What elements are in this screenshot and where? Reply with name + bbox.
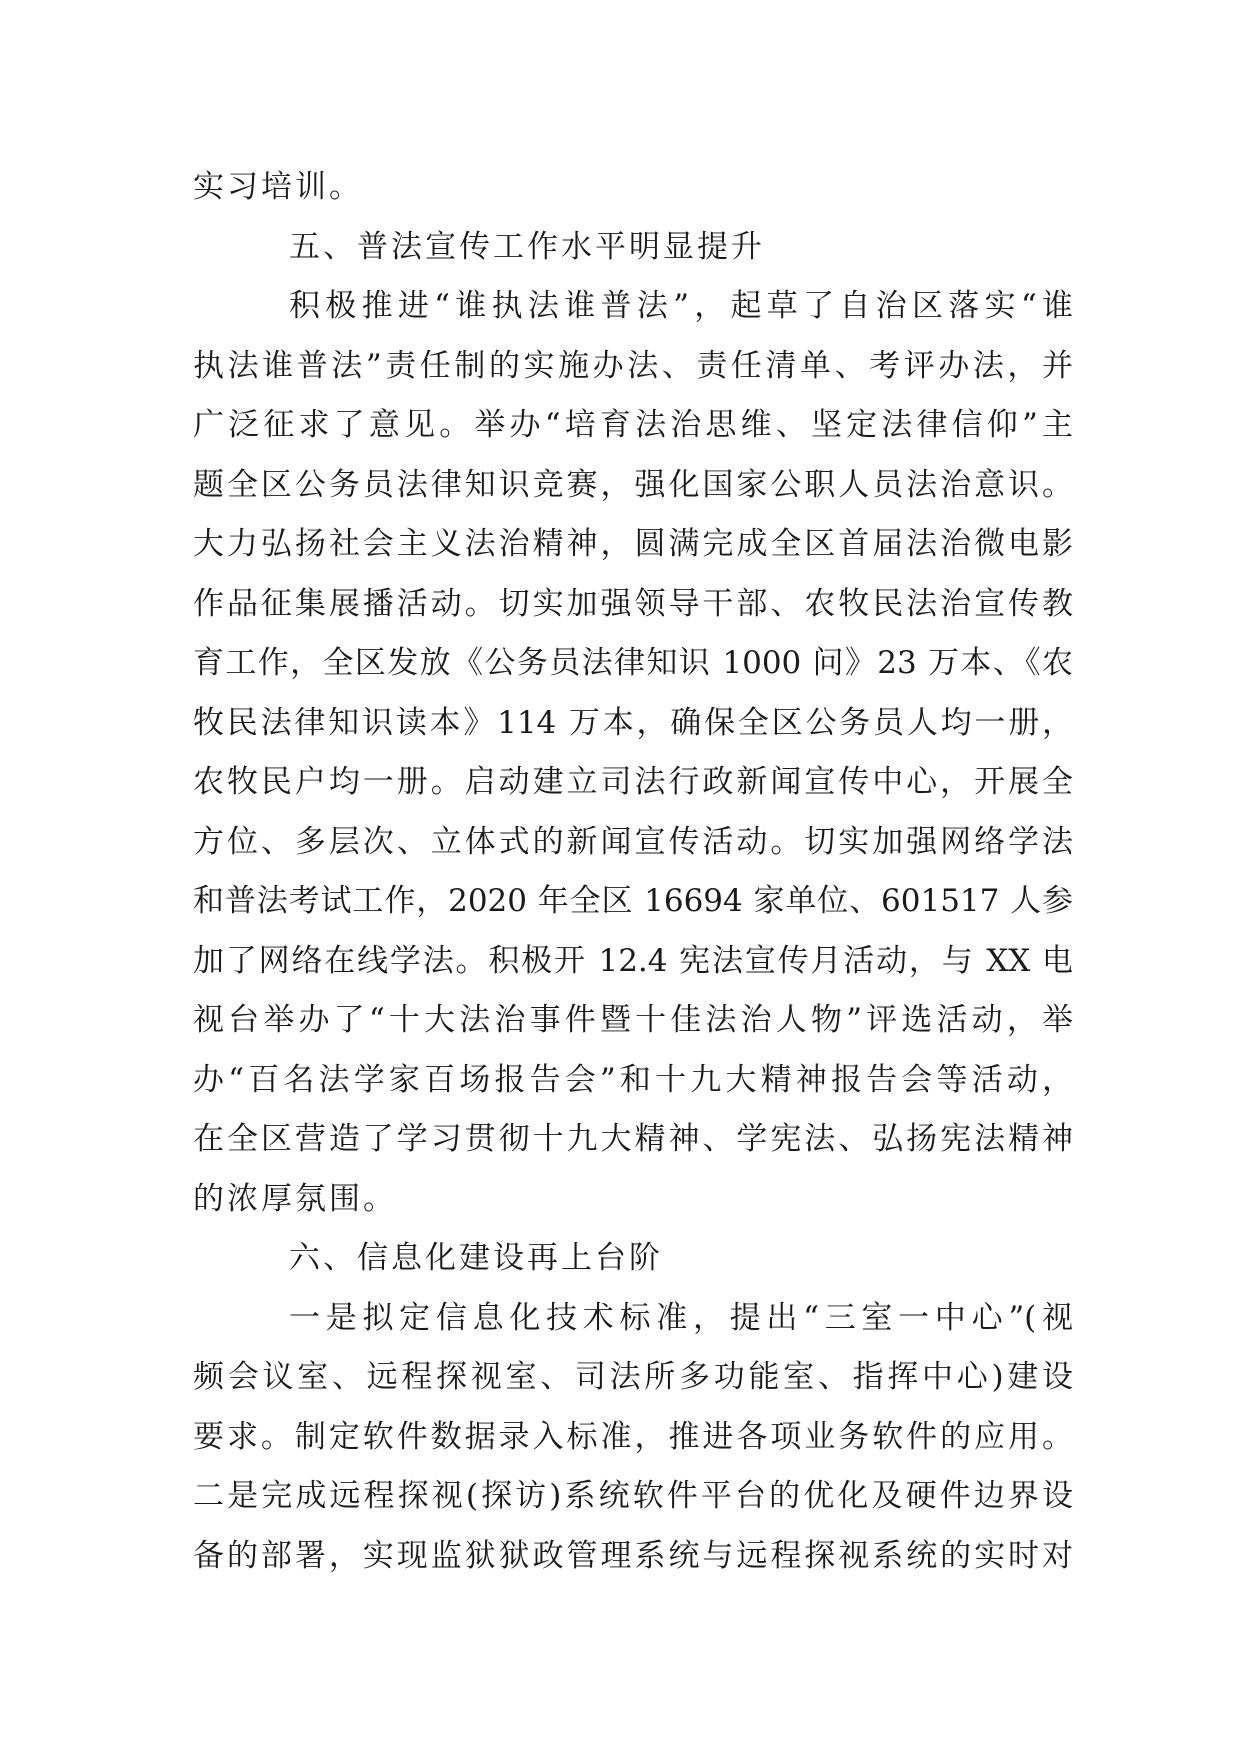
text-line: 加了网络在线学法。积极开 12.4 宪法宣传月活动，与 XX 电 xyxy=(193,942,1073,979)
text-line: 备的部署，实现监狱狱政管理系统与远程探视系统的实时对 xyxy=(193,1537,1073,1574)
text-line: 方位、多层次、立体式的新闻宣传活动。切实加强网络学法 xyxy=(193,823,1073,860)
text-line: 大力弘扬社会主义法治精神，圆满完成全区首届法治微电影 xyxy=(193,526,1073,562)
text-line: 办“百名法学家百场报告会”和十九大精神报告会等活动， xyxy=(193,1061,1073,1098)
text-line: 五、普法宣传工作水平明显提升 xyxy=(289,228,765,265)
text-line: 一是拟定信息化技术标准，提出“三室一中心”(视 xyxy=(289,1299,1073,1336)
text-line: 频会议室、远程探视室、司法所多功能室、指挥中心)建设 xyxy=(193,1359,1073,1395)
text-line: 六、信息化建设再上台阶 xyxy=(289,1240,663,1276)
text-line: 要求。制定软件数据录入标准，推进各项业务软件的应用。 xyxy=(193,1418,1073,1455)
text-line: 作品征集展播活动。切实加强领导干部、农牧民法治宣传教 xyxy=(193,585,1073,622)
text-line: 农牧民户均一册。启动建立司法行政新闻宣传中心，开展全 xyxy=(193,764,1073,800)
text-line: 积极推进“谁执法谁普法”，起草了自治区落实“谁 xyxy=(289,288,1073,324)
text-line: 在全区营造了学习贯彻十九大精神、学宪法、弘扬宪法精神 xyxy=(193,1121,1073,1157)
document-body xyxy=(193,158,1073,1586)
text-line: 和普法考试工作，2020 年全区 16694 家单位、601517 人参 xyxy=(193,883,1073,919)
text-line: 的浓厚氛围。 xyxy=(193,1180,397,1217)
text-line: 广泛征求了意见。举办“培育法治思维、坚定法律信仰”主 xyxy=(193,407,1073,443)
text-line: 执法谁普法”责任制的实施办法、责任清单、考评办法，并 xyxy=(193,347,1073,384)
text-line: 二是完成远程探视(探访)系统软件平台的优化及硬件边界设 xyxy=(193,1478,1073,1514)
text-line: 牧民法律知识读本》114 万本，确保全区公务员人均一册， xyxy=(193,704,1073,741)
text-line: 题全区公务员法律知识竞赛，强化国家公职人员法治意识。 xyxy=(193,466,1073,503)
text-line: 实习培训。 xyxy=(193,169,363,205)
text-line: 育工作，全区发放《公务员法律知识 1000 问》23 万本、《农 xyxy=(193,645,1073,681)
text-line: 视台举办了“十大法治事件暨十佳法治人物”评选活动，举 xyxy=(193,1002,1073,1038)
